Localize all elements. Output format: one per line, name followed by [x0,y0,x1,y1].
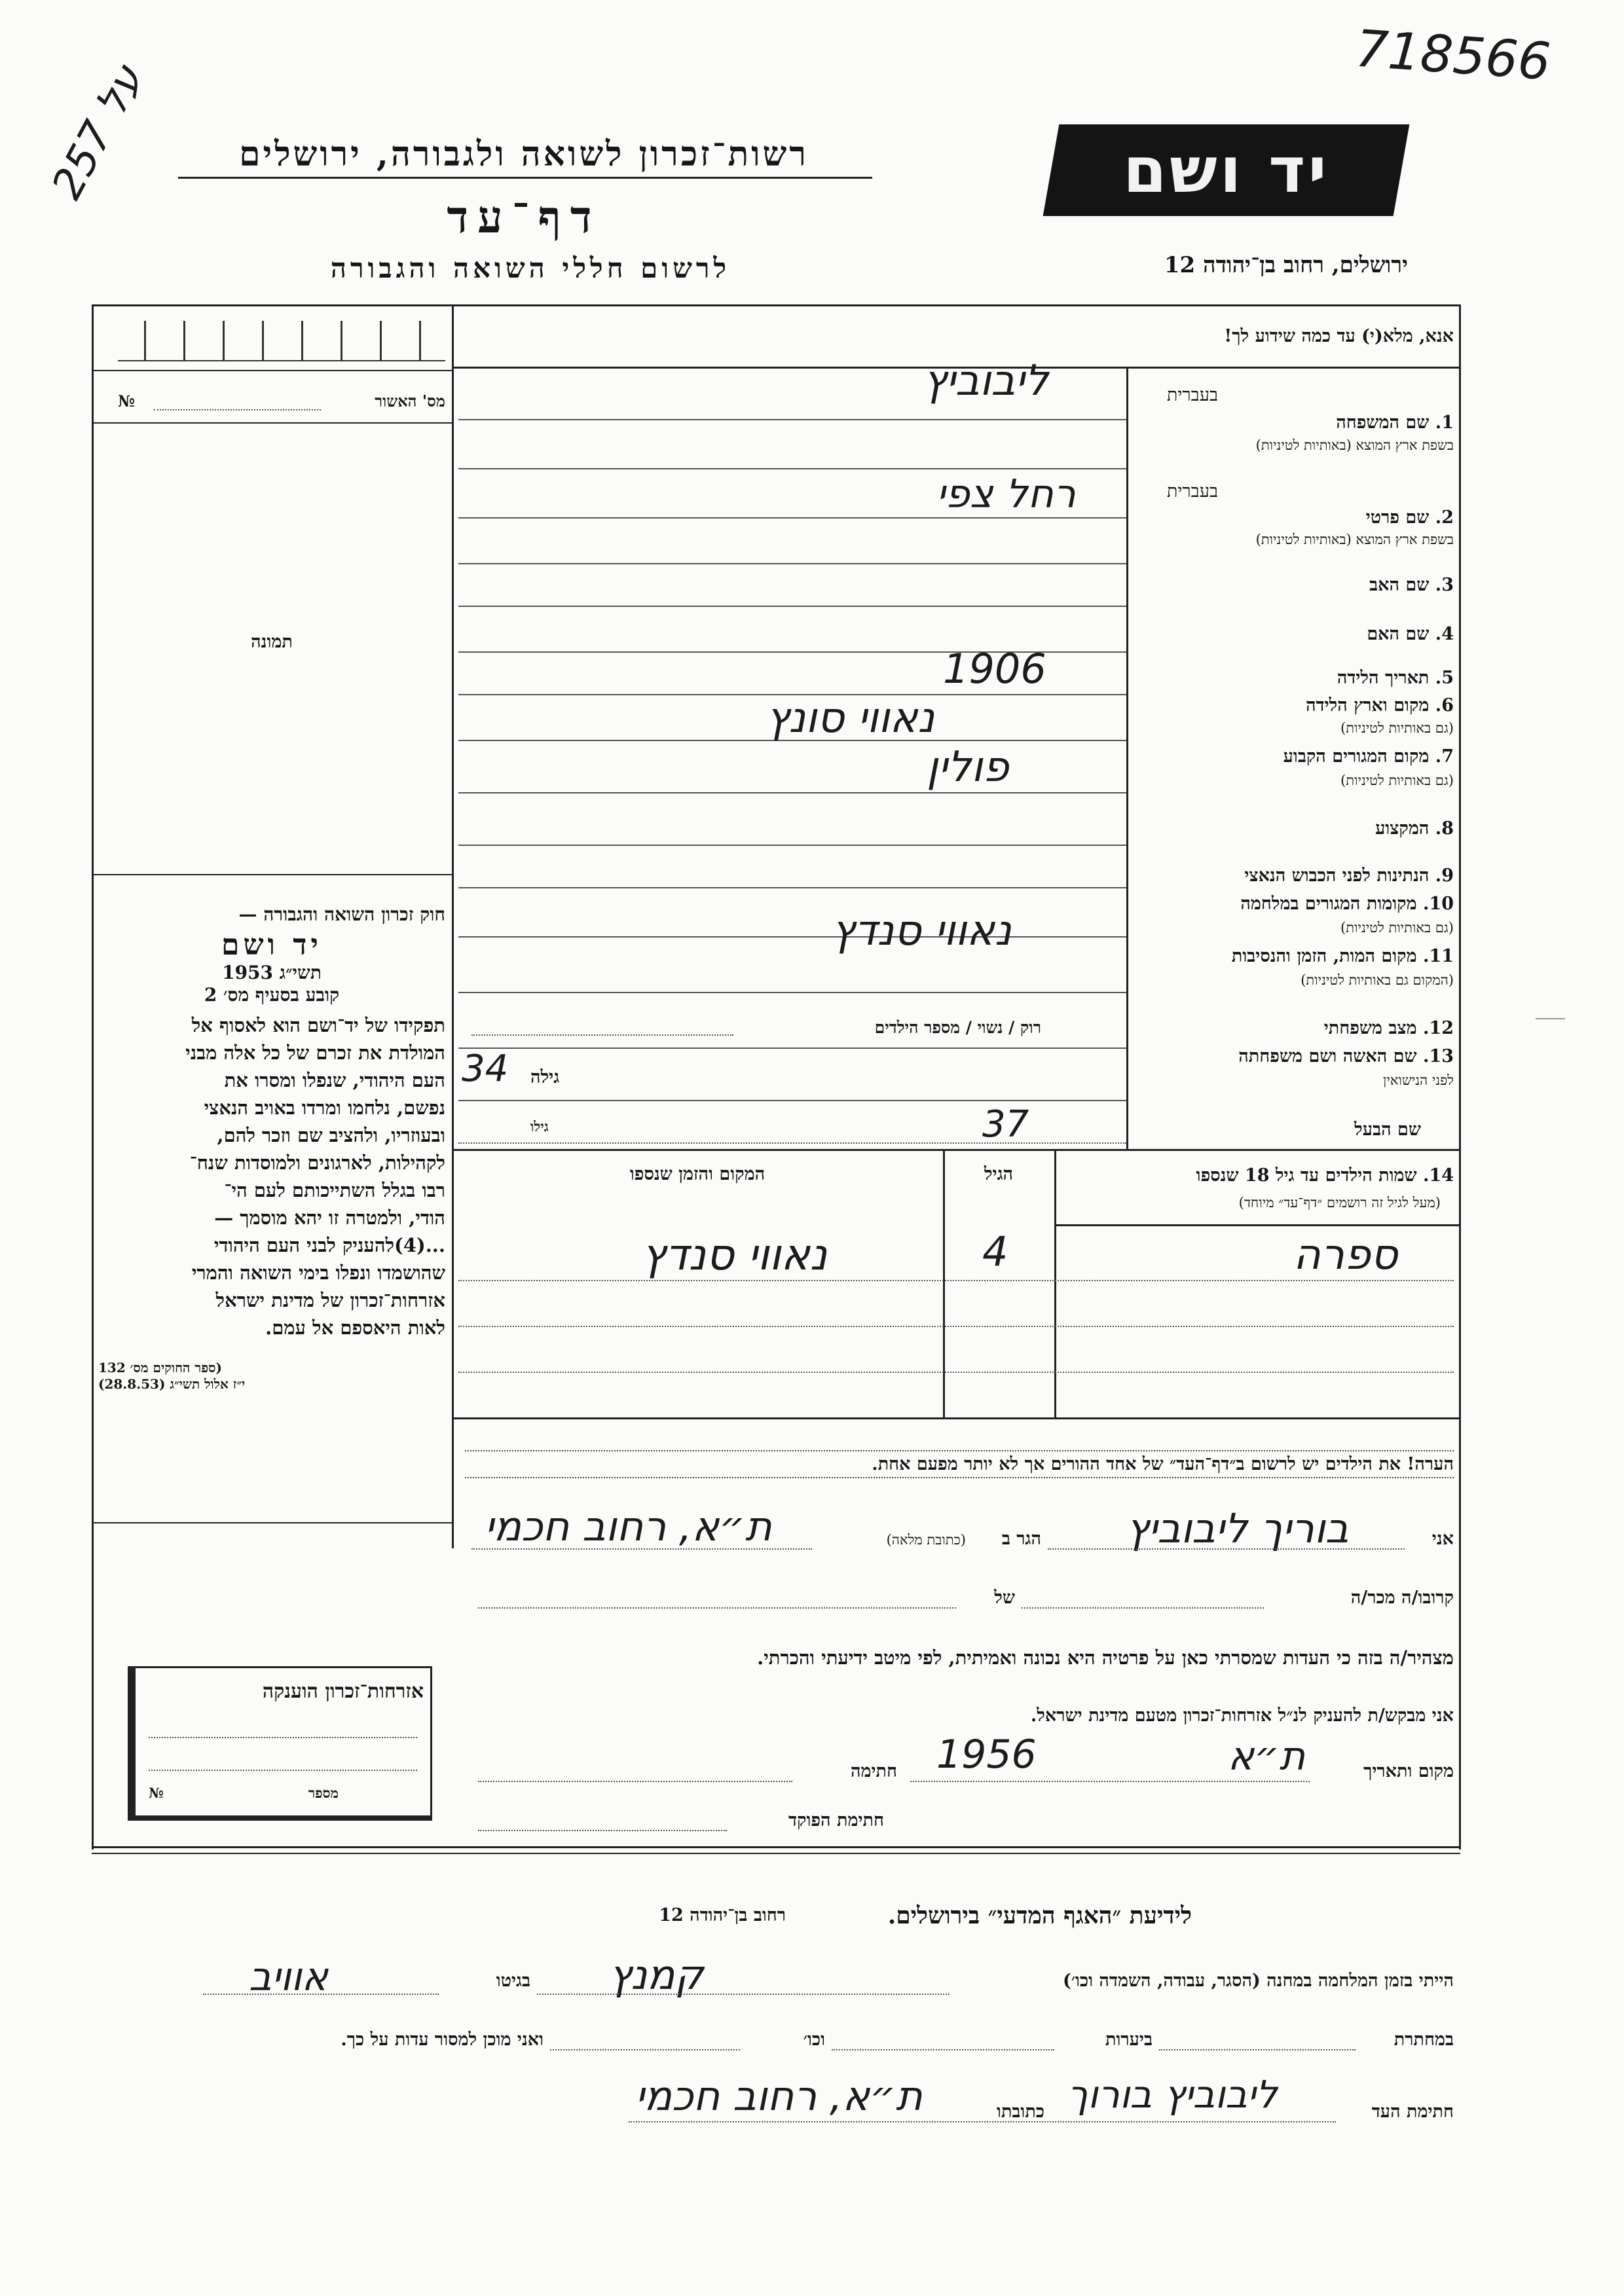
row-line-13 [458,992,1126,993]
law-body-5: לקהילות, לארגונים ולמוסדות שנח־ [189,1152,445,1174]
corner-note: על 257 [43,57,153,208]
col-place-time: המקום והזמן שנספו [629,1164,766,1184]
place-date-line [910,1781,1310,1782]
bottom-address: רחוב בן־יהודה 12 [659,1905,786,1925]
witness-name-value[interactable]: בוריך ליבוביץ [1126,1504,1349,1552]
photo-label: תמונה [251,632,293,652]
row-line-2 [458,468,1126,469]
f14-label: 14. שמות הילדים עד גיל 18 שנספו [1196,1165,1454,1186]
row-line-15 [458,1100,1126,1101]
camp-line [537,1994,950,1995]
f6-latin-note: (גם באותיות לטיניות) [1340,720,1454,736]
law-body-7: הודי, ולמטרה זו יהא מוסמך — [214,1207,445,1229]
place-date-label: מקום ותאריך [1363,1761,1454,1781]
children-subheader-line [1054,1224,1460,1226]
bottom-title: לידיעת ״האגף המדעי״ בירושלים. [887,1902,1192,1929]
officer-signature-line[interactable] [478,1830,727,1831]
f10-latin-note: (גם באותיות לטיניות) [1340,920,1454,936]
child-name-value[interactable]: ספרה [1293,1231,1398,1279]
f10-label: 10. מקומות המגורים במלחמה [1240,894,1454,914]
of-label: של [994,1588,1015,1608]
surname-value[interactable]: ליבוביץ [923,357,1048,405]
law-section: קובע בסעיף מס׳ 2 [204,984,340,1006]
residence-value[interactable]: פולין [927,743,1009,792]
signature-label: חתימה [850,1761,897,1781]
birth-place-value[interactable]: נאווי סונץ [766,694,935,742]
bottom-section-line [92,1846,1460,1848]
witness-full-addr: (כתובת מלאה) [886,1532,966,1548]
f5-label: 5. תאריך הלידה [1337,668,1454,688]
ghetto-value[interactable]: אוויב [249,1954,328,2000]
f1-in-hebrew: בעברית [1166,385,1218,405]
law-year: תשי״ג 1953 [222,962,322,983]
f4-label: 4. שם האם [1367,624,1454,644]
forests-line[interactable] [832,2049,1054,2050]
f9-label: 9. הנתינות לפני הכבוש הנאצי [1244,866,1454,886]
husband-label: שם הבעל [1354,1120,1421,1140]
husband-age-value[interactable]: 37 [982,1103,1029,1146]
f2-label: 2. שם פרטי [1365,507,1454,528]
child-place-value[interactable]: נאווי סנדץ [642,1230,828,1280]
row-line-14 [458,1048,1126,1049]
children-bottom-line [452,1417,1460,1419]
child-age-value[interactable]: 4 [982,1228,1008,1275]
law-body-2: העם היהודי, שנפלו ומסרו את [224,1069,445,1091]
law-body-1: המולדת את זכרם של כל אלה מבני [185,1042,445,1064]
f6-label: 6. מקום וארץ הלידה [1306,695,1454,716]
law-bottom-line [92,1522,453,1523]
law-name: יד ושם [221,928,322,962]
underground-label: במחתרת [1393,2030,1454,2050]
law-body-4: ובעוזריו, ולהציב שם וזכר להם, [217,1124,445,1146]
f2-in-hebrew: בעברית [1166,481,1218,501]
approval-no-mark: № [118,392,136,410]
row-line-5 [458,606,1126,607]
ready-label: ואני מוכן למסור עדות על כך. [341,2030,544,2050]
citizenship-box [128,1666,432,1821]
children-header-line [452,1149,1460,1151]
law-body-3: נפשם, נלחמו ומרדו באויב הנאצי [204,1097,445,1119]
law-ref-1: (ספר החוקים מס׳ 132 [98,1360,222,1376]
etc-line[interactable] [550,2049,740,2050]
child-row-line-2 [458,1326,1454,1327]
witness-address-line [471,1548,812,1550]
ghetto-line [203,1994,439,1995]
citizenship-line-1 [149,1737,417,1738]
law-body-9: שהושמדו ונפלו בימי השואה והמרי [191,1262,445,1284]
yad-vashem-logo [1043,124,1410,216]
frame-left [92,304,94,1850]
photo-bottom-line [92,874,453,875]
margin-mark [1536,1018,1565,1019]
row-line-12 [458,936,1126,938]
frame-right [1459,304,1461,1850]
subtitle: לרשום חללי השואה והגבורה [330,252,731,284]
witness-sig-line [629,2121,1336,2123]
citizenship-number-mark: № [149,1785,164,1801]
frame-top [92,304,1460,306]
col-age: הגיל [984,1164,1014,1184]
org-title: רשות־זכרון לשואה ולגבורה, ירושלים [239,134,809,174]
witness-address-value[interactable]: ת״א, רחוב חכמי [485,1503,772,1550]
child-row-line-1 [458,1280,1454,1281]
approval-row-line [92,370,453,371]
row-line-11 [458,887,1126,888]
witness-ani: אני [1431,1529,1454,1549]
approval-bottom-line [92,422,453,424]
relative-line[interactable] [1022,1607,1264,1609]
doc-title: דף־עד [447,191,601,244]
row-line-4 [458,563,1126,564]
approval-number-field[interactable] [154,409,321,410]
law-ref-2: י״ז אלול תשי״ג (28.8.53) [98,1376,246,1392]
witness-name-line [1048,1548,1405,1550]
row-line-10 [458,845,1126,846]
declaration: מצהיר/ה בזה כי העדות שמסרתי כאן על פרטיה היא נכונה ואמיתית, לפי מיטב ידיעתי והכרתי. [757,1647,1454,1669]
wife-age-label: גילה [530,1067,560,1087]
f14-sub: (מעל לגיל זה רושמים ״דף־עד״ מיוחד) [1238,1195,1441,1211]
relative-label: קרובו/ה מכר/ה [1350,1588,1454,1608]
f12-line[interactable] [471,1034,733,1036]
f13-label: 13. שם האשה ושם משפחתה [1238,1046,1454,1066]
children-col2 [943,1149,945,1417]
row-line-3 [458,517,1126,519]
witness-resides: הגר ב [1001,1529,1041,1549]
f11-label: 11. מקום המות, הזמן והנסיבות [1231,946,1454,966]
f1-latin-note: בשפת ארץ המוצא (באותיות לטיניות) [1255,437,1454,453]
logo-text: יד ושם [1123,134,1329,207]
child-row-line-3 [458,1372,1454,1373]
f11-place-note: (המקום גם באותיות לטיניות) [1301,972,1454,988]
law-body-6: רבו בגלל השתייכותם לעם הי־ [224,1179,445,1201]
first-name-value[interactable]: רחל צפי [936,471,1076,517]
address-label: כתובתו [997,2102,1044,2122]
camp-value[interactable]: קמנץ [609,1951,704,1999]
citizenship-line-2 [149,1770,417,1771]
f1-label: 1. שם המשפחה [1336,412,1454,433]
underground-line[interactable] [1159,2049,1356,2050]
row-line-9 [458,792,1126,793]
label-column-divider [1126,367,1128,1149]
f13-sub: לפני הנישואין [1383,1072,1454,1088]
row-line-1 [458,419,1126,420]
of-line[interactable] [478,1607,956,1609]
husband-age-line [458,1142,1126,1144]
witness-sig-label: חתימת העד [1371,2102,1454,2122]
title-underline [178,177,872,179]
f12-options: רוק / נשוי / מספר הילדים [874,1018,1041,1037]
f3-label: 3. שם האב [1369,575,1454,595]
husband-age-label: גילו [530,1118,549,1135]
signature-line[interactable] [478,1781,792,1782]
forests-label: ביערות [1105,2030,1153,2050]
witness-sig-value[interactable]: ליבוביץ בורוך [1067,2072,1278,2117]
law-body-0: תפקידו של יד־ושם הוא לאסוף אל [191,1014,445,1036]
f8-label: 8. המקצוע [1375,818,1454,839]
approval-label: מס' האשור [375,392,445,410]
law-body-8: ...(4)להעניק לבני העם היהודי [213,1234,445,1256]
wife-age-value[interactable]: 34 [462,1048,509,1090]
date-value[interactable]: 1956 [936,1732,1037,1777]
bottom-line-1: הייתי בזמן המלחמה במחנה (הסגר, עבודה, השמדה וכו׳) [1063,1971,1454,1991]
ghetto-label: בגיטו [496,1971,530,1991]
witness-addr2-value[interactable]: ת״א, רחוב חכמי [635,2072,923,2120]
approval-ticks [118,321,445,361]
law-body-11: לאות היאספם אל עמם. [265,1317,445,1339]
header-address: ירושלים, רחוב בן־יהודה 12 [1164,252,1408,278]
birth-year-value[interactable]: 1906 [943,645,1046,693]
etc-label: וכו׳ [803,2030,825,2050]
officer-signature-label: חתימת הפוקד [788,1810,884,1831]
place-value[interactable]: ת״א [1228,1734,1306,1779]
bottom-section-line-2 [92,1853,1460,1854]
law-text [98,903,445,1393]
f2-latin-note: בשפת ארץ המוצא (באותיות לטיניות) [1255,532,1454,547]
request-text: אנא, מלא(י) עד כמה שידוע לך! [1224,326,1454,346]
f7-latin-note: (גם באותיות לטיניות) [1340,773,1454,788]
war-residence-value[interactable]: נאווי סנדץ [832,907,1012,955]
citizenship-title: אזרחות־זכרון הוענקה [262,1680,424,1703]
left-column-divider [452,304,454,1548]
f7-label: 7. מקום המגורים הקבוע [1283,746,1454,767]
children-note: הערה! את הילדים יש לרשום ב״דף־העד״ של אחד ההורים אך לא יותר מפעם אחת. [465,1450,1454,1478]
f12-label: 12. מצב משפחתי [1323,1018,1454,1038]
citizenship-number-label: מספר [308,1785,339,1801]
law-body-10: אזרחות־זכרון של מדינת ישראל [215,1289,445,1311]
archive-number: 718566 [1354,19,1553,92]
law-title: חוק זכרון השואה והגבורה — [238,903,445,925]
citizenship-request: אני מבקש/ת להעניק לנ״ל אזרחות־זכרון מטעם מדינת ישראל. [1030,1705,1454,1726]
children-col1 [1054,1149,1056,1417]
